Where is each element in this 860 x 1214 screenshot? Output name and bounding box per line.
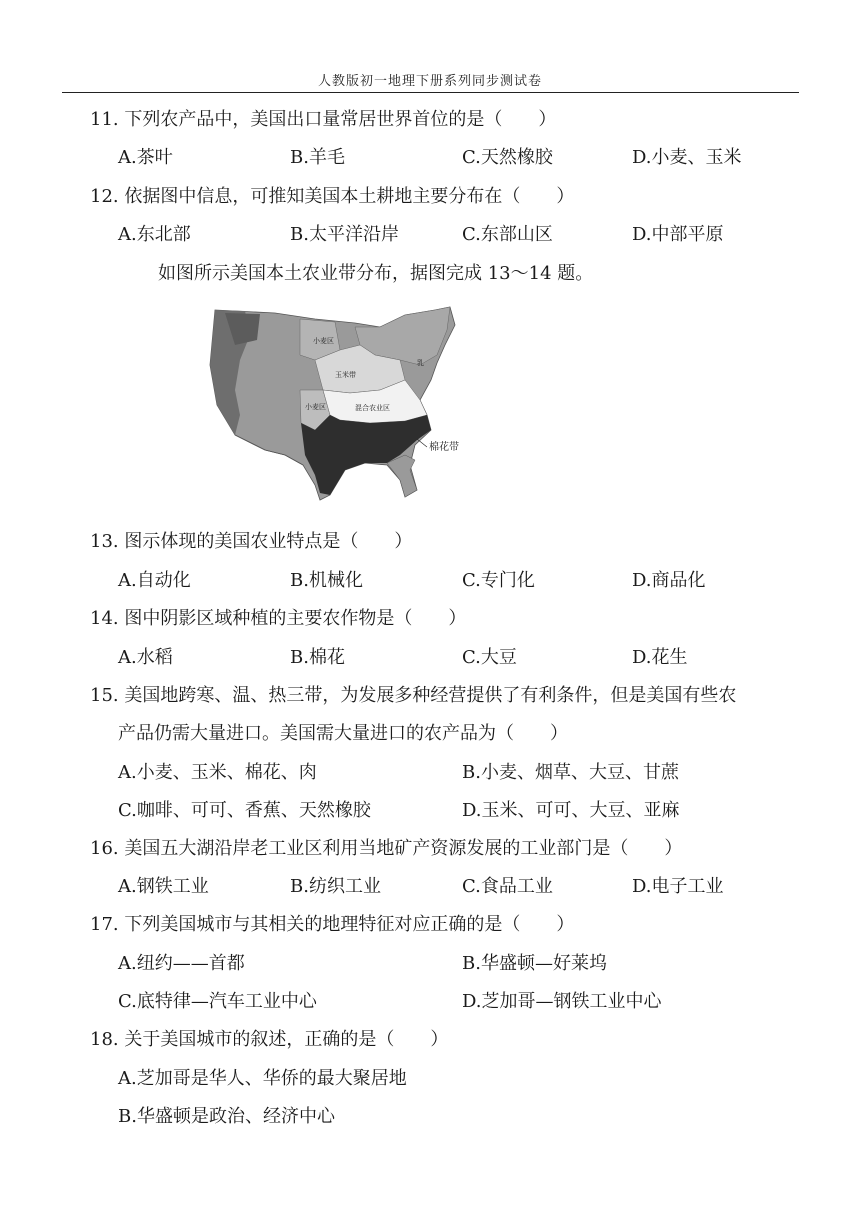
map-label-winter-wheat: 小麦区 [305,403,326,411]
question-16-option-d[interactable]: D.电子工业 [632,876,724,897]
question-13-option-b[interactable]: B.机械化 [290,570,363,591]
question-15-option-c[interactable]: C.咖啡、可可、香蕉、天然橡胶 [118,800,371,821]
question-15-stem-line-1: 15. 美国地跨寒、温、热三带，为发展多种经营提供了有利条件，但是美国有些农 [90,685,737,706]
question-16-option-b[interactable]: B.纺织工业 [290,876,381,897]
question-18-option-a[interactable]: A.芝加哥是华人、华侨的最大聚居地 [118,1068,407,1089]
question-16-option-a[interactable]: A.钢铁工业 [118,876,209,897]
question-17-option-a[interactable]: A.纽约——首都 [118,953,245,974]
question-12-option-b[interactable]: B.太平洋沿岸 [290,224,399,245]
question-18-option-b[interactable]: B.华盛顿是政治、经济中心 [118,1106,335,1127]
question-12-stem: 12. 依据图中信息，可推知美国本土耕地主要分布在（ ） [90,186,575,207]
question-12-option-d[interactable]: D.中部平原 [632,224,724,245]
map-label-spring-wheat: 小麦区 [313,337,334,345]
question-12-option-c[interactable]: C.东部山区 [462,224,553,245]
question-11-option-a[interactable]: A.茶叶 [118,147,173,168]
question-15-option-a[interactable]: A.小麦、玉米、棉花、肉 [118,762,317,783]
map-label-cotton: 棉花带 [429,442,459,453]
question-17-option-b[interactable]: B.华盛顿—好莱坞 [462,953,607,974]
question-13-option-c[interactable]: C.专门化 [462,570,535,591]
question-17-option-d[interactable]: D.芝加哥—钢铁工业中心 [462,991,662,1012]
question-12-option-a[interactable]: A.东北部 [118,224,191,245]
question-15-option-b[interactable]: B.小麦、烟草、大豆、甘蔗 [462,762,679,783]
map-label-dairy: 乳 [417,359,424,367]
question-11-stem: 11. 下列农产品中，美国出口量常居世界首位的是（ ） [90,109,557,130]
map-label-corn: 玉米带 [335,371,356,379]
question-14-option-c[interactable]: C.大豆 [462,647,517,668]
question-18-stem: 18. 关于美国城市的叙述，正确的是（ ） [90,1029,449,1050]
header-rule [62,92,799,93]
question-17-option-c[interactable]: C.底特律—汽车工业中心 [118,991,317,1012]
question-14-option-a[interactable]: A.水稻 [118,647,173,668]
question-15-option-d[interactable]: D.玉米、可可、大豆、亚麻 [462,800,680,821]
map-label-mixed: 混合农业区 [355,404,390,412]
question-13-option-d[interactable]: D.商品化 [632,570,706,591]
question-14-option-b[interactable]: B.棉花 [290,647,345,668]
question-17-stem: 17. 下列美国城市与其相关的地理特征对应正确的是（ ） [90,914,575,935]
question-16-option-c[interactable]: C.食品工业 [462,876,553,897]
map-intro-text: 如图所示美国本土农业带分布，据图完成 13～14 题。 [158,263,594,284]
question-11-option-c[interactable]: C.天然橡胶 [462,147,553,168]
question-11-option-d[interactable]: D.小麦、玉米 [632,147,742,168]
question-11-option-b[interactable]: B.羊毛 [290,147,345,168]
question-14-option-d[interactable]: D.花生 [632,647,688,668]
page-header: 人教版初一地理下册系列同步测试卷 [317,74,542,89]
question-13-stem: 13. 图示体现的美国农业特点是（ ） [90,531,413,552]
question-16-stem: 16. 美国五大湖沿岸老工业区利用当地矿产资源发展的工业部门是（ ） [90,838,683,859]
question-13-option-a[interactable]: A.自动化 [118,570,191,591]
question-15-stem-line-2: 产品仍需大量进口。美国需大量进口的农产品为（ ） [118,723,568,744]
us-agriculture-belt-map [205,305,470,505]
question-14-stem: 14. 图中阴影区域种植的主要农作物是（ ） [90,608,467,629]
